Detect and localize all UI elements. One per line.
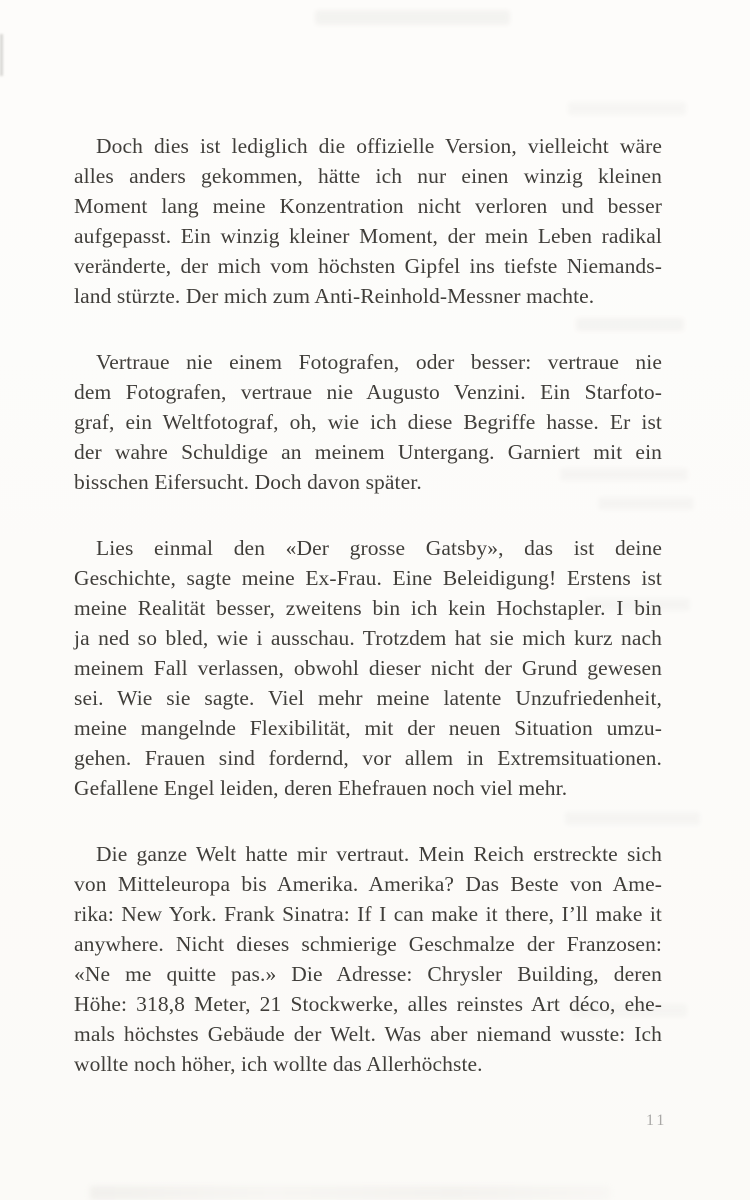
text-line: anywhere. Nicht dieses schmierige Geschmalze der Franzosen:	[74, 932, 662, 956]
text-line: Lies einmal den «Der grosse Gatsby», das ist deine	[96, 536, 662, 560]
paragraph	[74, 839, 662, 1079]
text-line: mals höchstes Gebäude der Welt. Was aber niemand wusste: Ich	[74, 1022, 662, 1046]
text-line: meine Realität besser, zweitens bin ich kein Hochstapler. I bin	[74, 596, 662, 620]
bleed-through-artifact	[315, 10, 510, 25]
text-line: land stürzte. Der mich zum Anti-Reinhold-Messner machte.	[74, 284, 595, 308]
paragraph	[74, 131, 662, 311]
scan-edge-artifact	[90, 1186, 610, 1200]
text-line: gehen. Frauen sind fordernd, vor allem in Extremsituationen.	[74, 746, 662, 770]
text-line: von Mitteleuropa bis Amerika. Amerika? Das Beste von Ame-	[74, 872, 662, 896]
text-line: dem Fotografen, vertraue nie Augusto Venzini. Ein Starfoto-	[74, 380, 662, 404]
text-line: bisschen Eifersucht. Doch davon später.	[74, 470, 422, 494]
text-line: der wahre Schuldige an meinem Untergang. Garniert mit ein	[74, 440, 662, 464]
text-line: Doch dies ist lediglich die offizielle Version, vielleicht wäre	[96, 134, 662, 158]
page-number: 11	[646, 1112, 668, 1129]
text-line: Gefallene Engel leiden, deren Ehefrauen noch viel mehr.	[74, 776, 568, 800]
text-line: meine mangelnde Flexibilität, mit der neuen Situation umzu-	[74, 716, 662, 740]
text-line: Vertraue nie einem Fotografen, oder besser: vertraue nie	[96, 350, 662, 374]
text-line: veränderte, der mich vom höchsten Gipfel ins tiefste Niemands-	[74, 254, 662, 278]
text-line: meinem Fall verlassen, obwohl dieser nicht der Grund gewesen	[74, 656, 662, 680]
text-line: sei. Wie sie sagte. Viel mehr meine latente Unzufriedenheit,	[74, 686, 662, 710]
scan-edge-artifact	[0, 34, 3, 76]
text-line: rika: New York. Frank Sinatra: If I can make it there, I’ll make it	[74, 902, 662, 926]
text-line: Höhe: 318,8 Meter, 21 Stockwerke, alles reinstes Art déco, ehe-	[74, 992, 662, 1016]
bleed-through-artifact	[568, 102, 686, 115]
text-line: Die ganze Welt hatte mir vertraut. Mein Reich erstreckte sich	[96, 842, 662, 866]
paragraph	[74, 533, 662, 803]
text-line: Moment lang meine Konzentration nicht verloren und besser	[74, 194, 662, 218]
text-line: Geschichte, sagte meine Ex-Frau. Eine Beleidigung! Erstens ist	[74, 566, 662, 590]
text-line: alles anders gekommen, hätte ich nur einen winzig kleinen	[74, 164, 662, 188]
text-line: ja ned so bled, wie i ausschau. Trotzdem hat sie mich kurz nach	[74, 626, 662, 650]
text-line: wollte noch höher, ich wollte das Allerhöchste.	[74, 1052, 483, 1076]
paragraph	[74, 347, 662, 497]
text-block	[74, 131, 662, 1115]
text-line: graf, ein Weltfotograf, oh, wie ich diese Begriffe hasse. Er ist	[74, 410, 662, 434]
text-line: aufgepasst. Ein winzig kleiner Moment, der mein Leben radikal	[74, 224, 662, 248]
text-line: «Ne me quitte pas.» Die Adresse: Chrysler Building, deren	[74, 962, 662, 986]
